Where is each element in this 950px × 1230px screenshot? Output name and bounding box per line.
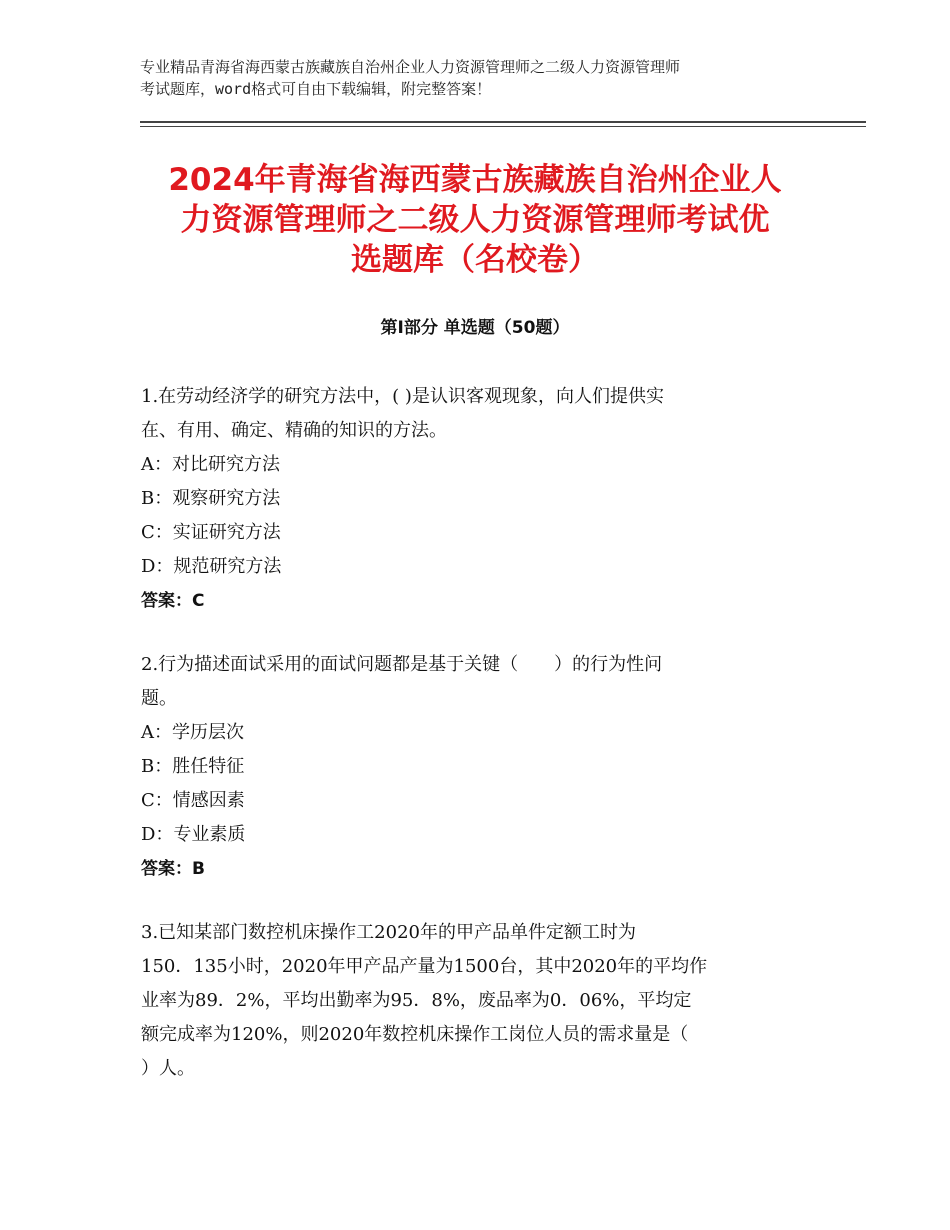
question-list: [141, 380, 841, 1116]
header-note: [140, 56, 830, 100]
document-title-line-1: 2024年青海省海西蒙古族藏族自治州企业人: [168, 162, 782, 198]
question-2-answer: 答案：B: [141, 859, 205, 879]
question-3-stem-line-4: 额完成率为120%，则2020年数控机床操作工岗位人员的需求量是（: [141, 1024, 689, 1045]
header-divider-thick: [140, 121, 866, 123]
header-note-line-2: 考试题库，word格式可自由下载编辑，附完整答案！: [140, 80, 492, 98]
question-2-option-b: B：胜任特征: [141, 756, 245, 777]
question-2-stem-line-2: 题。: [141, 688, 177, 709]
question-1-answer: 答案：C: [141, 591, 205, 611]
document-title: [120, 160, 830, 280]
question-1-stem-line-2: 在、有用、确定、精确的知识的方法。: [141, 420, 447, 441]
question-3-stem-line-2: 150．135小时，2020年甲产品产量为1500台，其中2020年的平均作: [141, 956, 708, 977]
question-3-stem-line-3: 业率为89．2%，平均出勤率为95．8%，废品率为0．06%，平均定: [141, 990, 692, 1011]
question-2-option-c: C：情感因素: [141, 790, 245, 811]
document-title-line-3: 选题库（名校卷）: [351, 242, 599, 278]
question-1-option-a: A：对比研究方法: [141, 454, 280, 475]
question-1-option-b: B：观察研究方法: [141, 488, 281, 509]
question-3: [141, 916, 841, 1086]
question-3-stem-line-5: ）人。: [141, 1058, 195, 1079]
question-1: [141, 380, 841, 618]
question-2-option-a: A：学历层次: [141, 722, 244, 743]
document-title-line-2: 力资源管理师之二级人力资源管理师考试优: [180, 202, 770, 238]
question-2: [141, 648, 841, 886]
section-heading: 第Ⅰ部分 单选题（50题）: [380, 318, 570, 338]
question-3-stem-line-1: 3.已知某部门数控机床操作工2020年的甲产品单件定额工时为: [141, 922, 636, 943]
header-divider-thin: [140, 126, 866, 127]
question-1-stem-line-1: 1.在劳动经济学的研究方法中，( )是认识客观现象，向人们提供实: [141, 386, 664, 407]
question-1-option-d: D：规范研究方法: [141, 556, 282, 577]
question-2-option-d: D：专业素质: [141, 824, 246, 845]
question-2-stem-line-1: 2.行为描述面试采用的面试问题都是基于关键（ ）的行为性问: [141, 654, 663, 675]
header-note-line-1: 专业精品青海省海西蒙古族藏族自治州企业人力资源管理师之二级人力资源管理师: [140, 58, 681, 76]
question-1-option-c: C：实证研究方法: [141, 522, 281, 543]
